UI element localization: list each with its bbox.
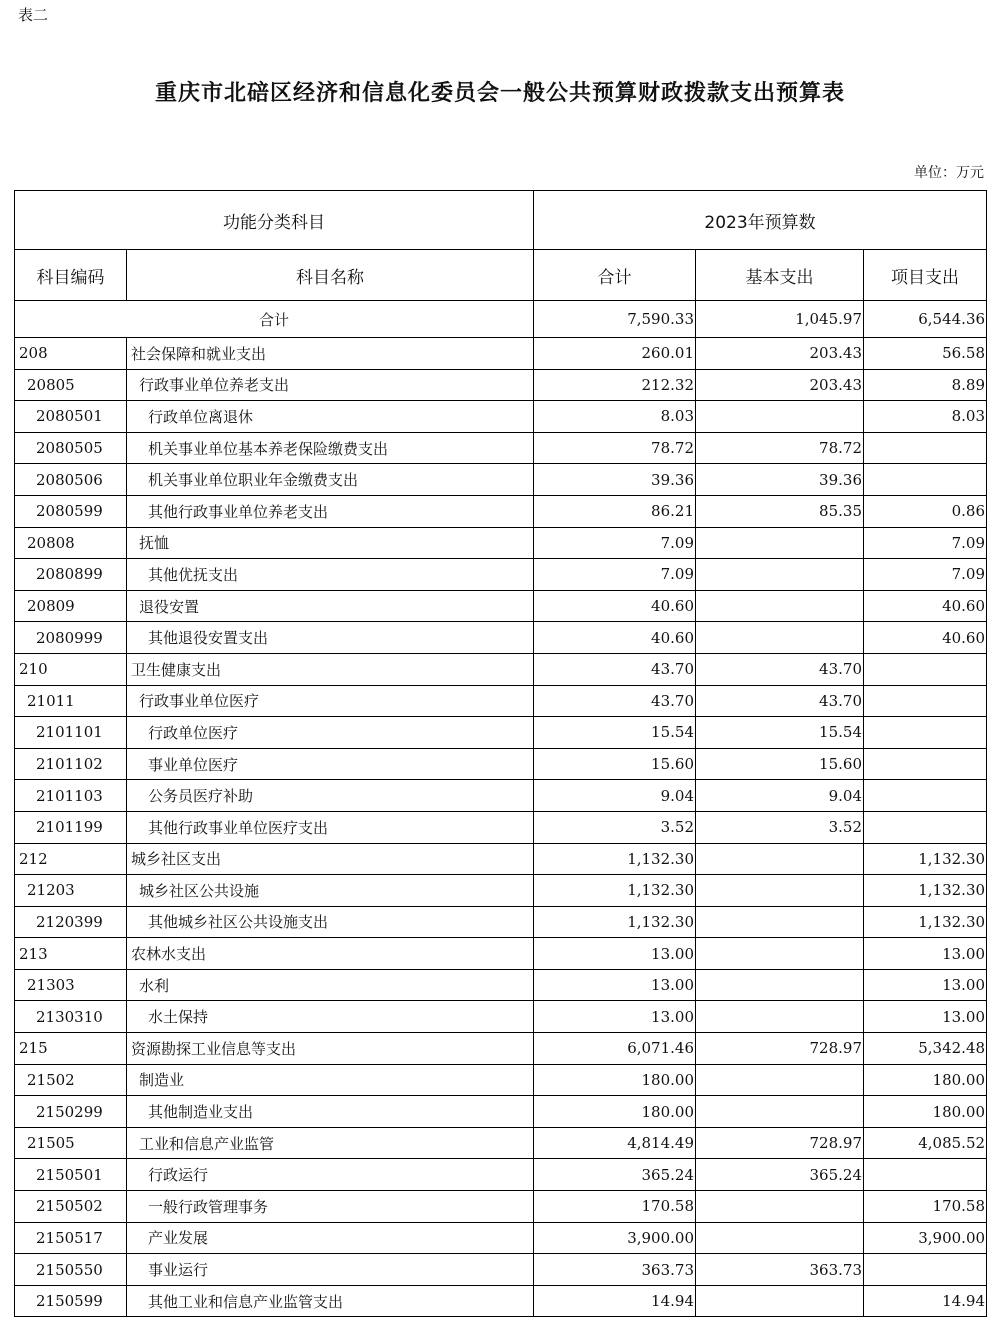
row-code: 2150599 [15,1285,127,1317]
row-basic: 15.54 [696,717,864,749]
row-total: 9.04 [534,780,696,812]
row-name: 水利 [127,969,534,1001]
row-code: 2150502 [15,1191,127,1223]
row-code: 212 [15,843,127,875]
row-total: 15.60 [534,748,696,780]
table-row [15,875,987,907]
row-name: 行政事业单位医疗 [127,685,534,717]
row-code: 20805 [15,369,127,401]
table-row [15,1096,987,1128]
table-row [15,1285,987,1317]
row-project: 40.60 [864,590,987,622]
row-code: 20808 [15,527,127,559]
row-project: 5,342.48 [864,1033,987,1065]
row-name: 城乡社区支出 [127,843,534,875]
row-code: 2150501 [15,1159,127,1191]
table-row [15,338,987,370]
page-title: 重庆市北碚区经济和信息化委员会一般公共预算财政拨款支出预算表 [154,80,845,106]
row-total: 260.01 [534,338,696,370]
row-code: 210 [15,653,127,685]
row-name: 其他制造业支出 [127,1096,534,1128]
row-project [864,717,987,749]
row-code: 2150299 [15,1096,127,1128]
row-total: 13.00 [534,938,696,970]
row-code: 213 [15,938,127,970]
row-total: 40.60 [534,622,696,654]
row-project: 180.00 [864,1064,987,1096]
row-total: 43.70 [534,653,696,685]
total-basic: 1,045.97 [696,301,864,338]
row-basic [696,401,864,433]
row-basic: 3.52 [696,811,864,843]
row-code: 2130310 [15,1001,127,1033]
row-project: 13.00 [864,969,987,1001]
row-basic: 365.24 [696,1159,864,1191]
row-code: 2080505 [15,432,127,464]
table-row [15,843,987,875]
row-total: 1,132.30 [534,875,696,907]
row-code: 2101101 [15,717,127,749]
row-code: 20809 [15,590,127,622]
row-basic: 728.97 [696,1127,864,1159]
row-code: 2101102 [15,748,127,780]
header-basic: 基本支出 [696,250,864,301]
total-sum: 7,590.33 [534,301,696,338]
row-name: 其他优抚支出 [127,559,534,591]
budget-table [14,190,987,1317]
row-name: 水土保持 [127,1001,534,1033]
row-code: 21303 [15,969,127,1001]
row-total: 363.73 [534,1254,696,1286]
row-basic [696,906,864,938]
row-total: 1,132.30 [534,906,696,938]
row-basic: 9.04 [696,780,864,812]
row-code: 208 [15,338,127,370]
row-basic [696,622,864,654]
row-total: 1,132.30 [534,843,696,875]
row-name: 行政单位医疗 [127,717,534,749]
header-budget-year: 2023年预算数 [534,191,987,250]
row-total: 3,900.00 [534,1222,696,1254]
row-name: 卫生健康支出 [127,653,534,685]
header-functional-category: 功能分类科目 [15,191,534,250]
table-row [15,906,987,938]
table-row [15,685,987,717]
row-name: 工业和信息产业监管 [127,1127,534,1159]
row-name: 其他行政事业单位医疗支出 [127,811,534,843]
header-project: 项目支出 [864,250,987,301]
row-code: 2101199 [15,811,127,843]
row-name: 事业单位医疗 [127,748,534,780]
row-name: 一般行政管理事务 [127,1191,534,1223]
table-row [15,748,987,780]
row-basic [696,969,864,1001]
row-basic [696,938,864,970]
row-project: 1,132.30 [864,875,987,907]
row-code: 2150517 [15,1222,127,1254]
row-basic [696,1064,864,1096]
table-row [15,464,987,496]
row-basic: 203.43 [696,338,864,370]
table-row [15,1033,987,1065]
row-name: 行政运行 [127,1159,534,1191]
row-basic: 15.60 [696,748,864,780]
row-code: 2080999 [15,622,127,654]
row-project: 7.09 [864,559,987,591]
row-basic [696,1222,864,1254]
row-total: 7.09 [534,527,696,559]
row-total: 6,071.46 [534,1033,696,1065]
row-total: 180.00 [534,1096,696,1128]
row-name: 行政事业单位养老支出 [127,369,534,401]
table-row [15,495,987,527]
row-name: 其他退役安置支出 [127,622,534,654]
row-code: 2080506 [15,464,127,496]
row-total: 170.58 [534,1191,696,1223]
row-basic [696,527,864,559]
row-code: 21505 [15,1127,127,1159]
row-code: 2080501 [15,401,127,433]
row-project [864,811,987,843]
row-name: 制造业 [127,1064,534,1096]
row-project [864,1159,987,1191]
table-row [15,1222,987,1254]
table-row [15,401,987,433]
row-total: 40.60 [534,590,696,622]
table-row [15,653,987,685]
row-basic: 728.97 [696,1033,864,1065]
table-row [15,1191,987,1223]
row-project: 8.03 [864,401,987,433]
row-code: 21502 [15,1064,127,1096]
row-basic: 85.35 [696,495,864,527]
row-total: 4,814.49 [534,1127,696,1159]
table-row [15,717,987,749]
row-basic [696,1285,864,1317]
row-code: 2150550 [15,1254,127,1286]
row-name: 抚恤 [127,527,534,559]
row-project: 14.94 [864,1285,987,1317]
table-row [15,1254,987,1286]
row-total: 180.00 [534,1064,696,1096]
row-basic: 43.70 [696,685,864,717]
header-name: 科目名称 [127,250,534,301]
table-row [15,369,987,401]
table-row [15,1001,987,1033]
row-code: 2080899 [15,559,127,591]
row-name: 事业运行 [127,1254,534,1286]
table-number-label: 表二 [18,6,49,24]
row-total: 14.94 [534,1285,696,1317]
table-row [15,1064,987,1096]
table-row [15,780,987,812]
table-row [15,938,987,970]
row-project: 180.00 [864,1096,987,1128]
row-code: 2101103 [15,780,127,812]
table-row [15,811,987,843]
row-basic [696,875,864,907]
row-project: 56.58 [864,338,987,370]
row-name: 其他城乡社区公共设施支出 [127,906,534,938]
row-project: 170.58 [864,1191,987,1223]
row-basic [696,559,864,591]
row-name: 其他工业和信息产业监管支出 [127,1285,534,1317]
row-basic [696,1096,864,1128]
row-code: 2120399 [15,906,127,938]
row-project [864,464,987,496]
row-project [864,685,987,717]
row-name: 社会保障和就业支出 [127,338,534,370]
row-total: 13.00 [534,1001,696,1033]
row-code: 215 [15,1033,127,1065]
row-total: 78.72 [534,432,696,464]
row-total: 39.36 [534,464,696,496]
row-project: 8.89 [864,369,987,401]
row-project: 7.09 [864,527,987,559]
header-group-row [15,191,987,250]
row-name: 机关事业单位基本养老保险缴费支出 [127,432,534,464]
row-total: 86.21 [534,495,696,527]
header-code: 科目编码 [15,250,127,301]
row-total: 365.24 [534,1159,696,1191]
row-name: 其他行政事业单位养老支出 [127,495,534,527]
table-row [15,969,987,1001]
row-project: 13.00 [864,1001,987,1033]
total-label: 合计 [15,301,534,338]
row-name: 机关事业单位职业年金缴费支出 [127,464,534,496]
row-total: 13.00 [534,969,696,1001]
row-project: 1,132.30 [864,843,987,875]
row-project [864,653,987,685]
row-basic: 78.72 [696,432,864,464]
row-project: 4,085.52 [864,1127,987,1159]
total-project: 6,544.36 [864,301,987,338]
row-project [864,432,987,464]
table-row [15,1159,987,1191]
row-project [864,1254,987,1286]
row-total: 43.70 [534,685,696,717]
row-project: 1,132.30 [864,906,987,938]
header-total: 合计 [534,250,696,301]
row-project: 0.86 [864,495,987,527]
row-project [864,780,987,812]
row-project: 3,900.00 [864,1222,987,1254]
row-basic [696,843,864,875]
row-total: 15.54 [534,717,696,749]
row-project [864,748,987,780]
row-basic: 363.73 [696,1254,864,1286]
row-basic [696,590,864,622]
total-row [15,301,987,338]
table-row [15,590,987,622]
row-name: 产业发展 [127,1222,534,1254]
row-total: 212.32 [534,369,696,401]
table-row [15,527,987,559]
row-name: 行政单位离退休 [127,401,534,433]
row-total: 3.52 [534,811,696,843]
row-project: 40.60 [864,622,987,654]
row-name: 退役安置 [127,590,534,622]
table-row [15,432,987,464]
row-basic [696,1001,864,1033]
row-project: 13.00 [864,938,987,970]
row-name: 资源勘探工业信息等支出 [127,1033,534,1065]
row-total: 8.03 [534,401,696,433]
header-column-row [15,250,987,301]
table-row [15,622,987,654]
row-code: 2080599 [15,495,127,527]
table-row [15,1127,987,1159]
row-basic [696,1191,864,1223]
row-basic: 43.70 [696,653,864,685]
row-code: 21203 [15,875,127,907]
row-name: 公务员医疗补助 [127,780,534,812]
table-row [15,559,987,591]
unit-label: 单位：万元 [914,165,984,181]
row-name: 农林水支出 [127,938,534,970]
row-total: 7.09 [534,559,696,591]
row-name: 城乡社区公共设施 [127,875,534,907]
row-code: 21011 [15,685,127,717]
row-basic: 39.36 [696,464,864,496]
row-basic: 203.43 [696,369,864,401]
